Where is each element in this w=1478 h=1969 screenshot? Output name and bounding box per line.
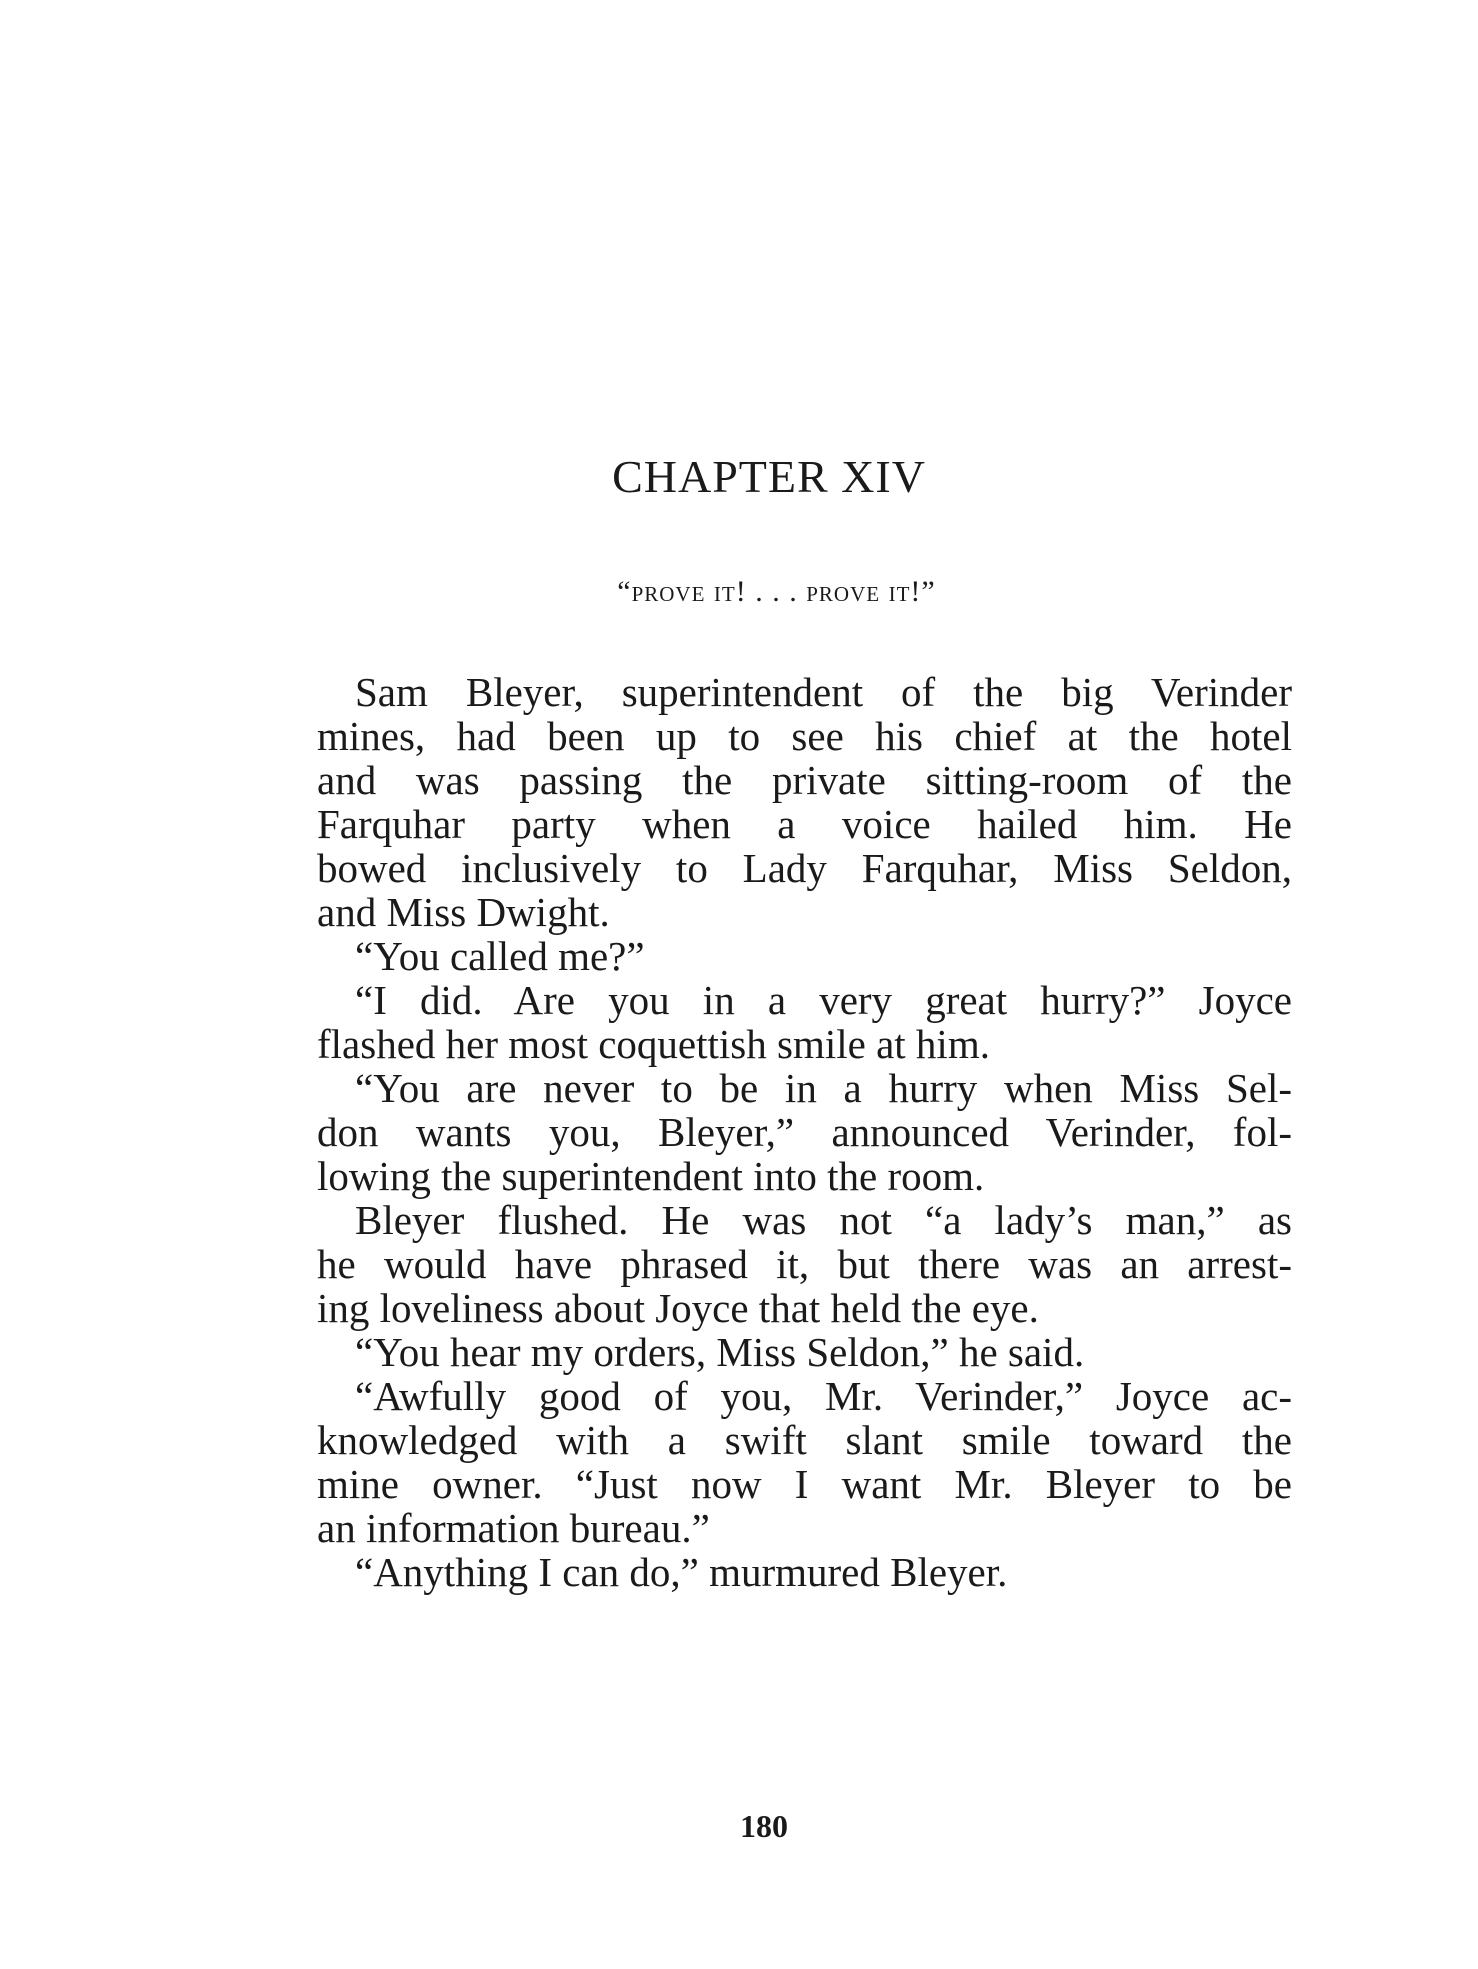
text-line: and Miss Dwight.	[317, 889, 610, 935]
text-line: “You are never to be in a hurry when Miss Sel-	[355, 1065, 1292, 1111]
text-line: Sam Bleyer, superintendent of the big Verinder	[355, 669, 1292, 715]
text-line: an information bureau.”	[317, 1505, 710, 1551]
chapter-subtitle: “prove it! . . . prove it!”	[617, 575, 936, 608]
text-line: lowing the superintendent into the room.	[317, 1153, 985, 1199]
text-line: “I did. Are you in a very great hurry?” Joyce	[355, 977, 1292, 1023]
text-line: knowledged with a swift slant smile toward the	[317, 1417, 1292, 1463]
text-line: mines, had been up to see his chief at the hotel	[317, 713, 1292, 759]
text-line: he would have phrased it, but there was an arrest-	[317, 1241, 1292, 1287]
chapter-heading: CHAPTER XIV	[612, 451, 926, 502]
text-line: flashed her most coquettish smile at him.	[317, 1021, 990, 1067]
text-line: “You called me?”	[355, 933, 645, 979]
text-line: Farquhar party when a voice hailed him. He	[317, 801, 1292, 847]
text-line: mine owner. “Just now I want Mr. Bleyer to be	[317, 1461, 1292, 1507]
text-line: ing loveliness about Joyce that held the eye.	[317, 1285, 1039, 1331]
page-number: 180	[740, 1808, 788, 1844]
text-line: bowed inclusively to Lady Farquhar, Miss Seldon,	[317, 845, 1292, 891]
text-line: “You hear my orders, Miss Seldon,” he said.	[355, 1329, 1085, 1375]
text-line: Bleyer flushed. He was not “a lady’s man,” as	[355, 1197, 1292, 1243]
text-line: “Anything I can do,” murmured Bleyer.	[355, 1549, 1008, 1595]
text-line: “Awfully good of you, Mr. Verinder,” Joyce ac-	[355, 1373, 1292, 1419]
text-line: and was passing the private sitting-room of the	[317, 757, 1292, 803]
text-line: don wants you, Bleyer,” announced Verinder, fol-	[317, 1109, 1292, 1155]
